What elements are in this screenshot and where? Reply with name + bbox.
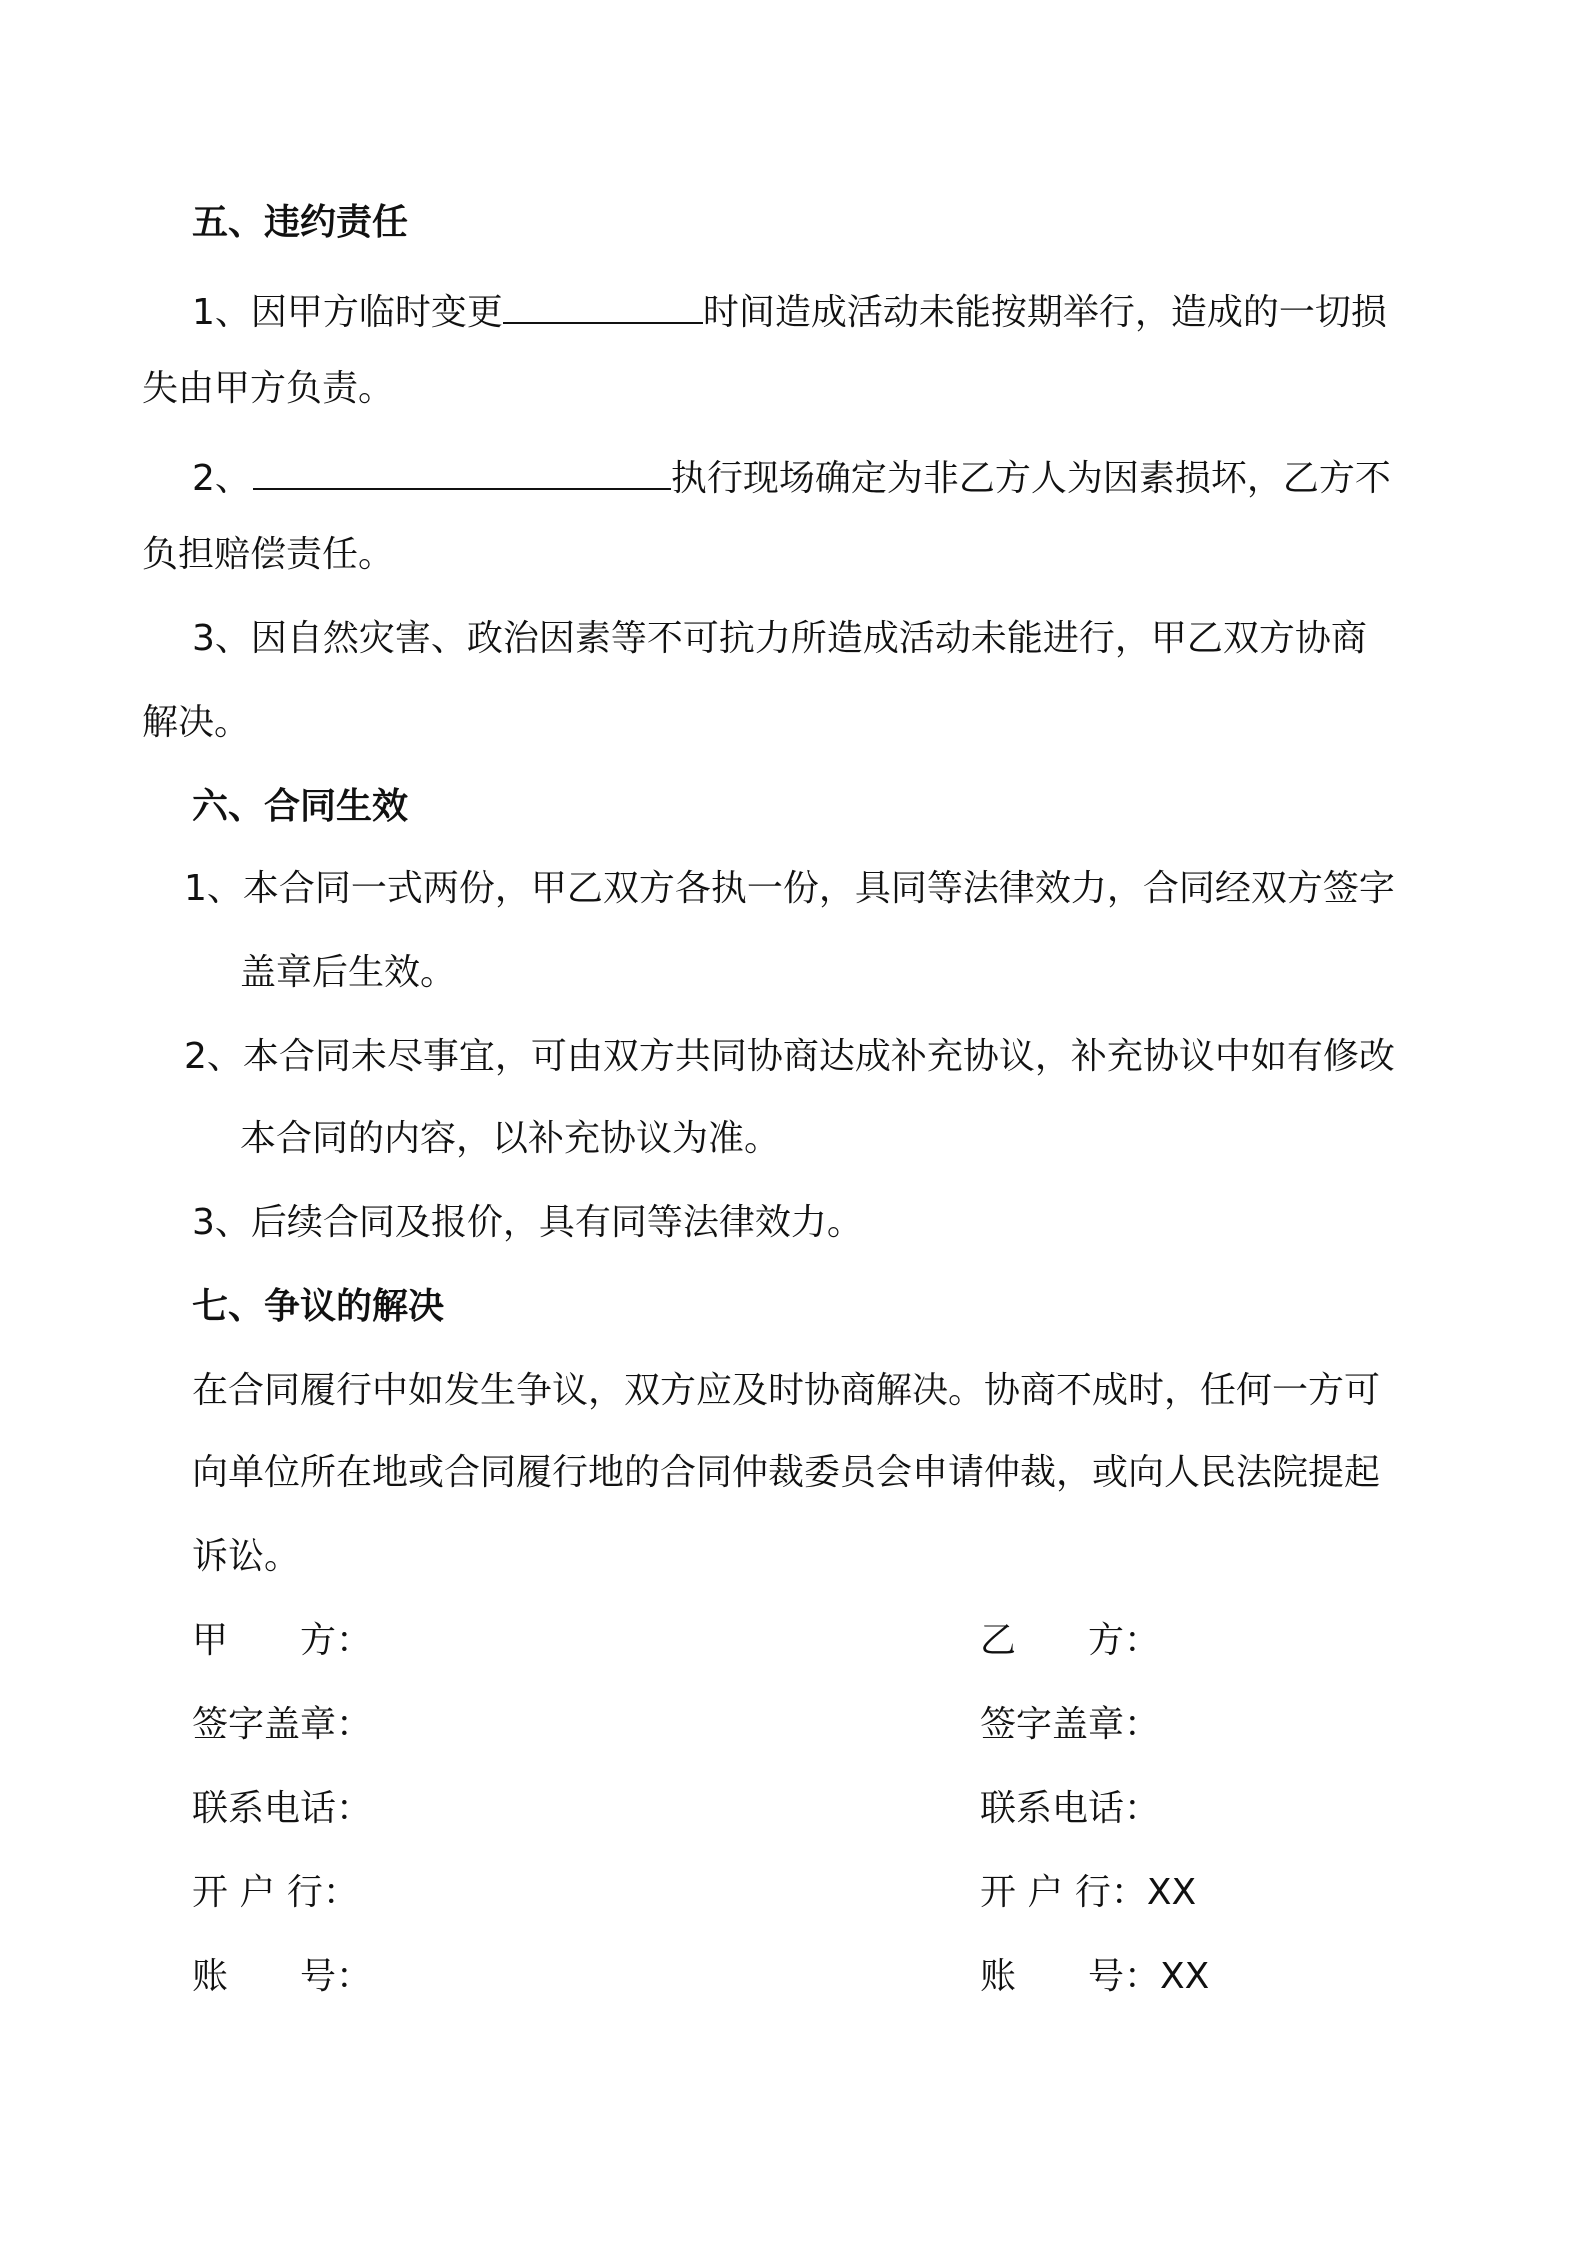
section-5-item-3-continuation: 解决。 bbox=[142, 702, 251, 743]
section-6-item-2-continuation: 本合同的内容，以补充协议为准。 bbox=[240, 1118, 781, 1159]
section-5-item-1 bbox=[192, 282, 1387, 338]
section-7-heading: 七、争议的解决 bbox=[192, 1286, 445, 1327]
party-b-label: 乙 方： bbox=[980, 1620, 1161, 1661]
section-5-item-1-continuation: 失由甲方负责。 bbox=[142, 368, 395, 409]
section-6-item-3: 3、后续合同及报价，具有同等法律效力。 bbox=[192, 1202, 863, 1243]
section-5-heading: 五、违约责任 bbox=[192, 202, 409, 243]
section-5-item-3: 3、因自然灾害、政治因素等不可抗力所造成活动未能进行，甲乙双方协商 bbox=[192, 618, 1367, 659]
party-a-label: 甲 方： bbox=[192, 1620, 373, 1661]
party-b-bank-label: 开 户 行：XX bbox=[980, 1872, 1197, 1913]
party-a-bank-label: 开 户 行： bbox=[192, 1872, 359, 1913]
section-7-line-1: 在合同履行中如发生争议，双方应及时协商解决。协商不成时，任何一方可 bbox=[192, 1370, 1381, 1411]
section-6-item-1: 1、本合同一式两份，甲乙双方各执一份，具同等法律效力，合同经双方签字 bbox=[184, 868, 1395, 909]
party-a-account-label: 账 号： bbox=[192, 1956, 373, 1997]
section-6-heading: 六、合同生效 bbox=[192, 786, 409, 827]
section-5-item-2 bbox=[192, 448, 1391, 504]
party-b-seal-label: 签字盖章： bbox=[980, 1704, 1161, 1745]
party-b-phone-label: 联系电话： bbox=[980, 1788, 1161, 1829]
fill-in-blank-item[interactable] bbox=[253, 448, 671, 490]
item-1-text: 时间造成活动未能按期举行，造成的一切损 bbox=[702, 292, 1387, 333]
party-a-phone-label: 联系电话： bbox=[192, 1788, 373, 1829]
section-7-line-2: 向单位所在地或合同履行地的合同仲裁委员会申请仲裁，或向人民法院提起 bbox=[192, 1452, 1381, 1493]
item-2-text: 执行现场确定为非乙方人为因素损坏，乙方不 bbox=[670, 458, 1391, 499]
party-a-seal-label: 签字盖章： bbox=[192, 1704, 373, 1745]
section-6-item-1-continuation: 盖章后生效。 bbox=[240, 952, 457, 993]
section-5-item-2-continuation: 负担赔偿责任。 bbox=[142, 534, 395, 575]
item-1-prefix: 1、因甲方临时变更 bbox=[192, 292, 503, 333]
item-2-prefix: 2、 bbox=[192, 458, 251, 499]
fill-in-blank-time[interactable] bbox=[503, 282, 703, 324]
section-6-item-2: 2、本合同未尽事宜，可由双方共同协商达成补充协议，补充协议中如有修改 bbox=[184, 1036, 1395, 1077]
section-7-line-3: 诉讼。 bbox=[192, 1536, 301, 1577]
party-b-account-label: 账 号：XX bbox=[980, 1956, 1210, 1997]
